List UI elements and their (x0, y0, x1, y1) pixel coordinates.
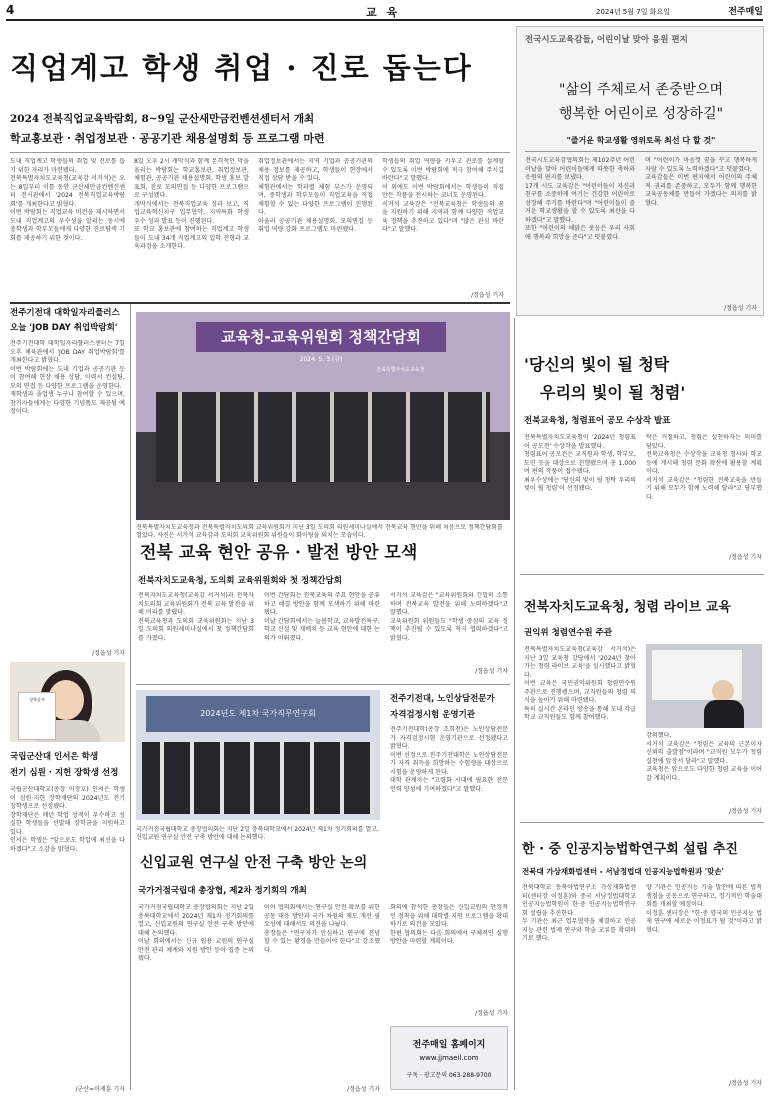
speaker-body (704, 700, 744, 728)
divider (520, 574, 764, 575)
letter-title-2: 행복한 어린이로 성장하길" (558, 106, 724, 122)
mid-headline: 전북 교육 현안 공유 · 발전 방안 모색 (140, 543, 418, 563)
ad-line-1: 전주매일 홈페이지 (412, 1040, 486, 1050)
student-photo (10, 662, 125, 742)
main-body-col3: 취업정보관에서는 지역 기업과 공공기관의 채용 정보를 제공하고, 학생들이 현장에서 직접 상담 받을 수 있다. 체험관에서는 학과별 체험 부스가 운영되며, 중학생과 학부모들이 직업교육을 직접 체험할 수 있는 다양한 프로그램이 진행된다. 아울러 공공기관 채용설명회, 모의면접 등 취업 역량 강화 프로그램도 마련됐다. (258, 158, 373, 233)
mid-bottom-credit: /정읍성 기자 (347, 1086, 380, 1093)
meeting-people-row (156, 392, 490, 482)
column-rule (514, 318, 515, 1090)
slogan-title-2: 우리의 빛이 될 청렴' (540, 383, 686, 402)
slogan-title-1: '당신의 빛이 될 청탁 (524, 355, 670, 374)
sidebar-title: 오늘 'JOB DAY 취업박람회' (10, 323, 118, 333)
forum-banner: 2024년도 제1차 국가직무연구회 (146, 696, 370, 732)
slogan-credit: /정읍성 기자 (729, 554, 762, 561)
mid-bottom-col1: 국가거점국립대학교 총장협의회는 지난 2일 충북대학교에서 2024년 제1차 정기회의를 열고, 신입교원의 연구실 안전 구축 방안에 대해 논의했다. 이날 회의에서는 신규 임용 교원의 연구실 안전 관리 체계와 지원 방안 등이 집중 논의됐다. (138, 904, 254, 962)
sidebar-credit: /정읍성 기자 (92, 650, 125, 657)
column-rule (130, 304, 131, 1090)
sidebar-kicker: 전주기전대 대학일자리플러스 (10, 308, 120, 318)
divider (136, 684, 510, 685)
sidebar-body: 전주기전대학 대학일자리플러스센터는 7일 오후 체육관에서 'JOB DAY 취업박람회'를 개최한다고 밝혔다. 이번 박람회에는 도내 기업과 공공기관 등이 참여해 현장 채용 상담, 이력서 컨설팅, 모의 면접 등 다양한 프로그램을 운영한다. 재학생과 졸업생 누구나 참여할 수 있으며, 참가자들에게는 다양한 기념품도 제공될 예정이다. (10, 340, 125, 415)
main-subhead-1: 2024 전북직업교육박람회, 8~9일 군산새만금컨벤션센터서 개최 (10, 113, 315, 125)
letter-kicker: 전국시도교육감들, 어린이날 맞아 응원 편지 (525, 35, 688, 45)
forum-caption: 국가거점국립대학교 총장협의회는 지난 2일 충북대학교에서 2024년 제1차 정기회의를 열고, 신입교원 연구실 안전 구축 방안에 대해 논의했다. (136, 826, 379, 841)
letter-body-col2: 며 "어린이가 마음껏 꿈을 꾸고 행복하게 자랄 수 있도록 노력하겠다"고 덧붙였다. 교육감들은 이번 편지에서 어린이의 주체적 권리를 존중하고, 모두가 함께 행복한 교육공동체를 만들어 가겠다는 의지를 밝혔다. (645, 157, 757, 207)
meeting-banner-date: 2024. 5. 3.(금) (299, 356, 343, 363)
mid-bottom-sub: 국가거점국립대 총장협, 제2차 정기회의 개최 (138, 886, 307, 896)
card-credit: /정읍성 기자 (475, 1010, 508, 1017)
live-sub: 권익위 청렴연수원 주관 (524, 628, 613, 638)
letter-body-col1: 전국시도교육감협의회는 제102주년 어린이날을 맞아 어린이들에게 따뜻한 축하와 응원의 편지를 보냈다. 17개 시도 교육감은 "어린이들이 자신과 친구를 소중하게 여기는 건강한 어린이로 성장해 주기를 바란다"며 "어린이들이 즐거운 학교생활을 할 수 있도록 최선을 다하겠다"고 말했다. 또한 "어린이의 해맑은 웃음은 우리 사회에 행복과 희망을 준다"고 덧붙였다. (525, 157, 635, 241)
forum-people-row (142, 742, 374, 814)
letter-sub: "즐거운 학교생활 영위토록 최선 다 할 것" (566, 136, 716, 145)
mid-bottom-headline: 신입교원 연구실 안전 구축 방안 논의 (140, 855, 368, 871)
divider (525, 151, 757, 152)
student-kicker: 국립군산대 인서은 학생 (10, 752, 99, 762)
ai-sub: 전북대 가상재화법센터 - 서남정법대 인공지능법학원과 '맞손' (522, 867, 724, 876)
student-body: 국립군산대학교(총장 이장호) 인서은 학생이 심원·지헌 장학재단의 2024년도 전기 장학생으로 선정됐다. 장학재단은 매년 학업 성적이 우수하고 성실한 학생들을 선발해 장학금을 지원하고 있다. 인서은 학생은 "앞으로도 학업에 최선을 다하겠다"고 소감을 밝혔다. (10, 786, 125, 853)
slogan-body-col2: 탁은 거절하고, 청렴은 실천하자는 의미를 담았다. 전북교육청은 수상작을 교육청 청사와 학교 등에 게시해 청렴 문화 확산에 활용할 계획이다. 서거석 교육감은 "청렴한 전북교육을 만들기 위해 모두가 함께 노력해 달라"고 당부했다. (646, 434, 762, 501)
mid-body-col2: 이번 간담회는 전북교육의 주요 현안을 공유하고 해결 방안을 함께 모색하기 위해 마련됐다. 이날 간담회에서는 늘봄학교, 교육발전특구, 학교 신설 및 재배치 등 교육 현안에 대한 논의가 이뤄졌다. (264, 592, 380, 642)
student-credit: /군산=이재훈 기자 (75, 1086, 125, 1093)
mid-body-col3: 서거석 교육감은 "교육위원회와 긴밀히 소통하며 전북교육 발전을 위해 노력하겠다"고 말했다. 교육위원회 위원들도 "학생 중심의 교육 정책이 추진될 수 있도록 적극 협력하겠다"고 밝혔다. (390, 592, 508, 642)
section-title: 교 육 (366, 6, 401, 19)
ai-credit: /정읍성 기자 (729, 1080, 762, 1087)
main-body-col4: 학생들의 취업 역량을 키우고 진로를 설계할 수 있도록 이번 박람회에 적극 참여해 주시길 바란다"고 말했다. 이 외에도 이번 박람회에서는 학생들이 직접 만든 작품을 전시하는 코너도 운영된다. 서거석 교육감은 "전북교육청은 학생들의 꿈을 지원하기 위해 지역과 함께 다양한 직업교육 정책을 추진하고 있다"며 "많은 관심 바란다"고 말했다. (382, 158, 504, 233)
letter-credit: /정읍성 기자 (724, 305, 757, 312)
divider (520, 822, 764, 823)
certificate-text: 장학증서 (29, 697, 45, 702)
main-body-col1: 도내 직업계고 학생들의 취업 및 진로를 돕기 위한 자리가 마련됐다. 전북특별자치도교육청(교육감 서거석)은 오는 8일부터 이틀 동안 군산새만금컨벤션센터 전시관에서 '2024 전북직업교육박람회'를 개최한다고 밝혔다. 이번 박람회는 직업교육 비전을 제시하면서 도내 직업계고의 우수성을 알리는 동시에 중학생과 학부모들에게 다양한 진로탐색 기회를 제공하기 위한 것이다. (10, 158, 125, 242)
meeting-photo (136, 312, 510, 520)
mid-credit: /정읍성 기자 (475, 668, 508, 675)
meeting-caption: 전북특별자치도교육청과 전북특별자치도의회 교육위원회가 지난 3일 도의회 의원세미나실에서 전북교육 현안을 위해 처음으로 정책간담회를 열었다. 사진은 서거석 교육감과 도의회 교육위원회 위원들이 화이팅을 외치는 모습이다. (136, 524, 503, 539)
ai-body-col2: 양 기관은 인공지능 기술 발전에 따른 법적 쟁점을 공동으로 연구하고, 정기적인 학술대회를 개최할 예정이다. 이정훈 센터장은 "한·중 양국의 인공지능 법제 연구에 새로운 이정표가 될 것"이라고 밝혔다. (646, 884, 762, 934)
ad-box (390, 1026, 508, 1090)
card-title: 자격검정시험 운영기관 (390, 710, 476, 720)
ai-headline: 한 · 중 인공지능법학연구회 설립 추진 (522, 842, 738, 857)
meeting-banner: 교육청-교육위원회 정책간담회 (196, 322, 446, 352)
live-credit: /정읍성 기자 (729, 808, 762, 815)
mid-bottom-col2: 이어 협의회에서는 연구실 안전 확보를 위한 공동 대응 방안과 국가 차원의 제도 개선 필요성에 대해서도 의견을 나눴다. 총장들은 "연구자가 안심하고 연구에 전념할 수 있는 환경을 만들어야 한다"고 강조했다. (264, 904, 380, 954)
certificate (18, 692, 56, 740)
mid-body-col1: 전북자치도교육청(교육감 서거석)과 전북자치도의회 교육위원회가 전북 교육 발전을 위해 머리를 맞댔다. 전북교육청과 도의회 교육위원회는 지난 3일 도의회 의원세미나실에서 첫 정책간담회를 가졌다. (138, 592, 254, 642)
slogan-body-col1: 전북특별자치도교육청이 '2024년 청렴표어 공모전' 수상작을 발표했다. 청렴표어 공모전은 교직원과 학생, 학부모, 도민 등을 대상으로 진행됐으며 총 1,000여 편의 작품이 접수됐다. 최우수상에는 '당신의 빛이 될 청탁 우리의 빛이 될 청렴'이 선정됐다. (524, 434, 636, 492)
student-title: 전기 심원 · 지헌 장학생 선정 (10, 768, 119, 778)
mid-bottom-col3: 회의에 참석한 총장들은 신입교원의 안정적인 정착을 위해 대학별 지원 프로그램을 확대하기로 의견을 모았다. 한편 협의회는 다음 회의에서 구체적인 실행 방안을 마련할 계획이다. (390, 904, 508, 945)
card-body: 전주기전대학(총장 조희천)은 노인상담전문가 자격검정시험 운영기관으로 선정됐다고 밝혔다. 이번 선정으로 전주기전대학은 노인상담전문가 자격 취득을 희망하는 수험생을 대상으로 시험을 운영하게 된다. 대학 관계자는 "고령화 시대에 필요한 전문 인력 양성에 기여하겠다"고 말했다. (390, 726, 508, 793)
letter-box (516, 26, 764, 316)
divider (10, 152, 510, 153)
meeting-org: 전북특별자치도교육청 (376, 367, 425, 373)
ad-url[interactable]: www.jjmaeil.com (419, 1054, 479, 1062)
live-photo (646, 644, 762, 728)
mid-sub: 전북자치도교육청, 도의회 교육위원회와 첫 정책간담회 (138, 576, 342, 586)
live-headline: 전북자치도교육청, 청렴 라이브 교육 (524, 600, 731, 615)
ai-body-col1: 전북대학교 동북아법연구소 가상재화법센터(센터장 이정훈)와 중국 서남정법대학교 인공지능법학원이 한·중 인공지능법학연구회 설립을 추진한다. 두 기관은 최근 업무협약을 체결하고 인공지능 관련 법제 연구와 학술 교류를 확대하기로 했다. (522, 884, 636, 942)
main-headline: 직업계고 학생 취업 · 진로 돕는다 (10, 51, 473, 85)
ad-phone: 구독 · 광고문의 063-288-9700 (406, 1072, 492, 1079)
main-credit: /정읍성 기자 (471, 292, 504, 299)
paper-name: 전주매일 (728, 7, 763, 17)
divider (10, 302, 510, 304)
main-body-col2: 8일 오후 2시 개막식과 함께 본격적인 막을 올리는 박람회는 학교홍보관, 취업정보관, 체험관, 공공기관 채용설명회, 학생 홍보 발표회, 진로 모의면접 등 다양한 프로그램으로 구성됐다. 개막식에서는 전북직업교육 성과 보고, 직업교육혁신지구 업무협약, 지역특화 학생 우수 성과 발표 등이 진행된다. 또 학교 홍보관에 참여하는 직업계고 학생들이 도내 34개 직업계고의 입학 전형과 교육과정을 소개한다. (134, 158, 249, 250)
live-body-col2: 강의했다. 서거석 교육감은 "청렴은 교육의 근본이자 신뢰의 출발점"이라며 "교직원 모두가 청렴 실천에 앞장서 달라"고 말했다. 교육청은 앞으로도 다양한 청렴 교육을 이어갈 계획이다. (646, 732, 762, 782)
forum-photo (136, 690, 380, 820)
page-number: 4 (6, 3, 15, 17)
letter-title-1: "삶의 주체로서 존중받으며 (558, 82, 724, 98)
card-kicker: 전주기전대, 노인상담전문가 (390, 694, 495, 704)
main-subhead-2: 학교홍보관 · 취업정보관 · 공공기관 채용설명회 등 프로그램 마련 (10, 132, 325, 145)
issue-date: 2024년 5월 7일 화요일 (596, 8, 670, 16)
speaker-head (712, 680, 734, 702)
slogan-sub: 전북교육청, 청렴표어 공모 수상작 발표 (524, 416, 671, 426)
live-body-col1: 전북특별자치도교육청(교육감 서거석)은 지난 3일 교육청 강당에서 '2024년 찾아가는 청렴 라이브 교육'을 실시했다고 밝혔다. 이번 교육은 국민권익위원회 청렴연수원 주관으로 진행됐으며, 교직원들의 청렴 의식을 높이기 위해 마련됐다. 특히 실시간 온라인 방송을 통해 도내 각급 학교 교직원들도 함께 참여했다. (524, 646, 636, 721)
page-header (6, 3, 763, 21)
